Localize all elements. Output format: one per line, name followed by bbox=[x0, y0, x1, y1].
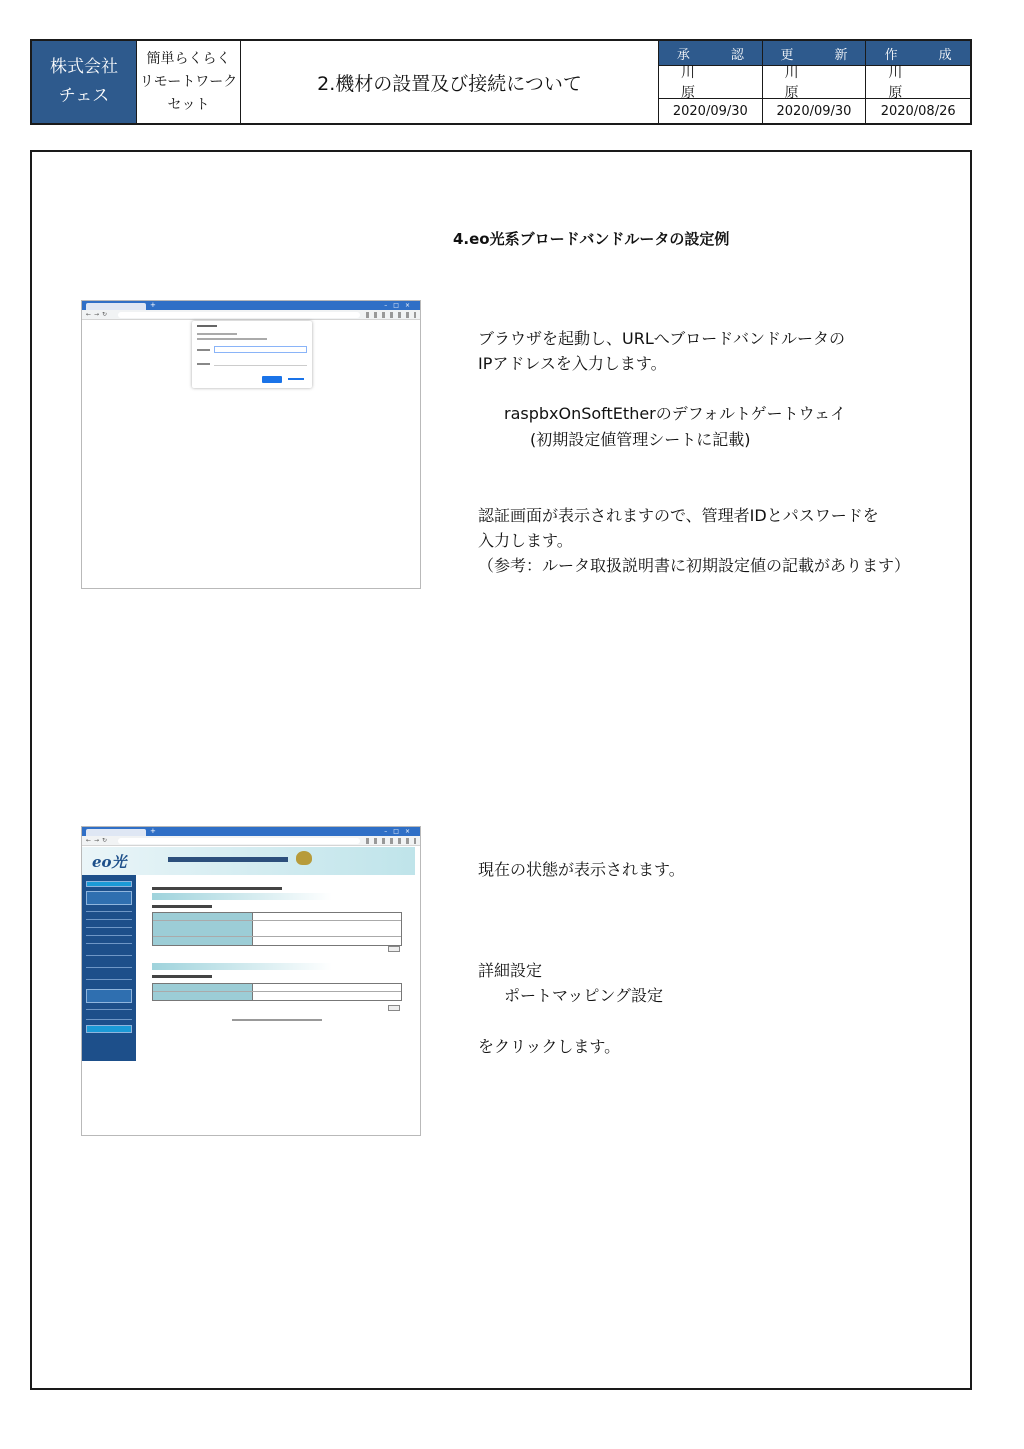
instruction-line: IPアドレスを入力します。 bbox=[478, 354, 667, 373]
browser-address-bar bbox=[82, 836, 420, 846]
browser-address-bar bbox=[82, 310, 420, 320]
update-date: 2020/09/30 bbox=[763, 99, 867, 123]
window-controls-icon: –□× bbox=[384, 302, 416, 309]
nav-arrows-icon: ←→↻ bbox=[86, 311, 111, 318]
approval-date: 2020/09/30 bbox=[659, 99, 763, 123]
instruction-line: 入力します。 bbox=[478, 531, 573, 550]
browser-login-screenshot bbox=[81, 300, 421, 589]
nav-arrows-icon: ←→↻ bbox=[86, 837, 111, 844]
mascot-icon bbox=[296, 851, 312, 865]
menu-path-line: ポートマッピング設定 bbox=[504, 986, 664, 1005]
extension-icons bbox=[366, 312, 416, 318]
window-controls-icon: –□× bbox=[384, 828, 416, 835]
approval-name: 川 原 bbox=[659, 66, 763, 99]
product-cell bbox=[137, 41, 241, 123]
new-tab-icon: + bbox=[150, 827, 156, 835]
browser-tab-bar bbox=[82, 827, 420, 836]
company-name-line1: 株式会社 bbox=[50, 57, 118, 77]
create-role-label: 作 成 bbox=[866, 41, 970, 66]
router-banner-title bbox=[168, 857, 288, 862]
create-date: 2020/08/26 bbox=[880, 103, 956, 119]
login-button bbox=[262, 376, 282, 383]
update-role-label: 更 新 bbox=[763, 41, 867, 66]
password-field bbox=[214, 365, 307, 366]
section-title: 4.eo光系ブロードバンドルータの設定例 bbox=[453, 230, 730, 248]
instruction-line: 認証画面が表示されますので、管理者IDとパスワードを bbox=[478, 506, 879, 525]
instruction-line: (初期設定値管理シートに記載) bbox=[530, 430, 751, 449]
browser-tab-bar bbox=[82, 301, 420, 310]
instruction-line: （参考：ルータ取扱説明書に初期設定値の記載があります） bbox=[478, 556, 911, 575]
instruction-line: raspbxOnSoftEtherのデフォルトゲートウェイ bbox=[504, 404, 846, 423]
url-field bbox=[118, 838, 360, 844]
extension-icons bbox=[366, 838, 416, 844]
router-status-table bbox=[152, 912, 402, 946]
cancel-link bbox=[288, 378, 304, 380]
eo-logo: eo光 bbox=[92, 853, 127, 871]
product-name-line2: リモートワーク bbox=[139, 73, 238, 90]
update-name: 川 原 bbox=[763, 66, 867, 99]
document-title: 2.機材の設置及び接続について bbox=[241, 41, 659, 123]
router-phone-table bbox=[152, 983, 402, 1001]
browser-tab bbox=[86, 829, 146, 836]
instruction-line: 現在の状態が表示されます。 bbox=[478, 860, 685, 879]
browser-tab bbox=[86, 303, 146, 310]
router-status-screenshot bbox=[81, 826, 421, 1136]
approval-grid bbox=[659, 41, 970, 123]
new-tab-icon: + bbox=[150, 301, 156, 309]
router-banner bbox=[82, 847, 415, 875]
approval-role-label: 承 認 bbox=[659, 41, 763, 66]
product-name-line1: 簡単らくらく bbox=[146, 50, 231, 67]
document-header bbox=[30, 39, 972, 125]
instruction-line: をクリックします。 bbox=[478, 1037, 621, 1056]
router-page bbox=[82, 847, 420, 1135]
create-name: 川 原 bbox=[866, 66, 970, 99]
company-cell bbox=[32, 41, 137, 123]
url-field bbox=[118, 312, 360, 318]
product-name-line3: セット bbox=[167, 96, 210, 113]
username-field bbox=[214, 346, 307, 353]
menu-path-line: 詳細設定 bbox=[478, 961, 543, 980]
router-sidebar bbox=[82, 875, 136, 1061]
login-dialog bbox=[192, 321, 312, 388]
company-name-line2: チェス bbox=[58, 86, 110, 106]
instruction-line: ブラウザを起動し、URLへブロードバンドルータの bbox=[478, 329, 845, 348]
